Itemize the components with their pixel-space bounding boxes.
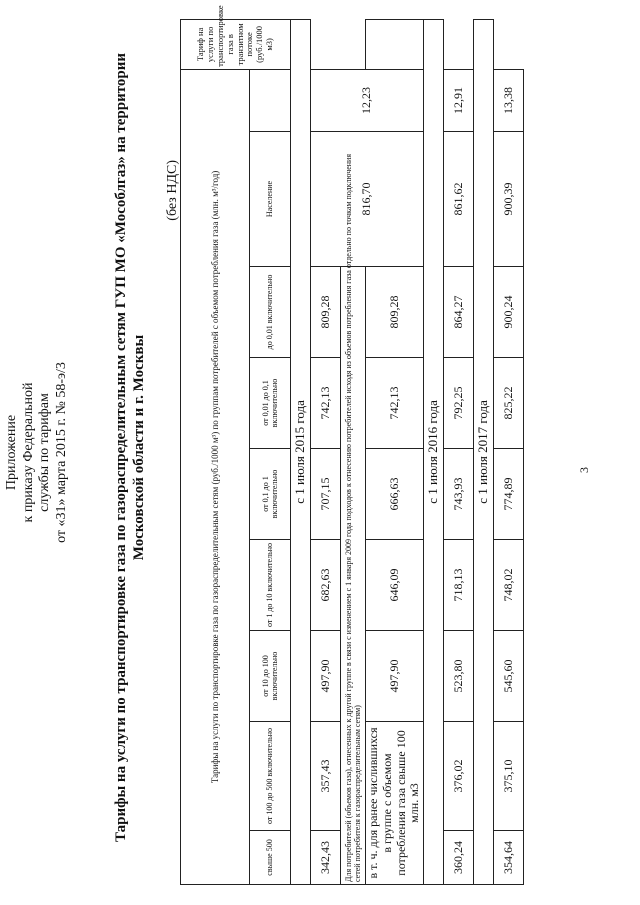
period-heading: с 1 июля 2017 года — [474, 19, 494, 884]
tariff-cell: 497,90 — [311, 631, 341, 722]
note-including: в т. ч. для ранее числившихся в группе с объемом потребления газа свыше 100 млн. м3 — [366, 722, 424, 885]
page-number: 3 — [577, 467, 591, 473]
header-group: свыше 500 — [250, 831, 291, 885]
tariff-cell: 809,28 — [311, 267, 341, 358]
header-group: от 0,1 до 1 включительно — [250, 449, 291, 540]
tariff-cell: 342,43 — [311, 831, 341, 885]
empty-cell — [366, 19, 424, 69]
tariff-cell: 742,13 — [311, 358, 341, 449]
tariff-cell: 360,24 — [444, 831, 474, 885]
header-main: Тарифы на услуги по транспортировке газа по газораспределительным сетям (руб./1000 м³) по группам потребителей с объемом потребления газа (млн. м³/год) — [181, 69, 250, 884]
header-transit: Тариф на услуги по транспортировке газа в транзитном потоке (руб./1000 м3) — [181, 19, 291, 69]
tariff-cell: 375,10 — [494, 722, 524, 831]
tariff-cell: 376,02 — [444, 722, 474, 831]
note-reclassified: Для потребителей (объемов газа), отнесенных к другой группе в связи с изменением с 1 января 2009 года подходов к отнесению потребителей исходя из объемов потребления газа отдельно по точкам подключения сетей потребителя к газораспределительным сетям) — [341, 132, 366, 885]
appendix-line: Приложение — [4, 414, 19, 491]
tariff-cell: 707,15 — [311, 449, 341, 540]
tariff-cell: 545,60 — [494, 631, 524, 722]
tariff-cell: 792,25 — [444, 358, 474, 449]
tariff-cell: 900,24 — [494, 267, 524, 358]
tariff-cell: 809,28 — [366, 267, 424, 358]
appendix-block — [4, 290, 70, 615]
tariff-cell: 748,02 — [494, 540, 524, 631]
header-group: Население — [250, 132, 291, 267]
tariff-cell: 682,63 — [311, 540, 341, 631]
tariff-cell: 861,62 — [444, 132, 474, 267]
tariff-cell: 523,80 — [444, 631, 474, 722]
tariff-cell: 742,13 — [366, 358, 424, 449]
tariff-cell: 666,63 — [366, 449, 424, 540]
tariff-table — [180, 5, 524, 885]
tariff-cell: 900,39 — [494, 132, 524, 267]
appendix-line: к приказу Федеральной — [20, 382, 36, 523]
appendix-line: службы по тарифам — [37, 393, 52, 512]
tariff-cell: 12,91 — [444, 69, 474, 131]
period-heading: с 1 июля 2016 года — [424, 19, 444, 884]
tariff-cell: 13,38 — [494, 69, 524, 131]
header-group: от 1 до 10 включительно — [250, 540, 291, 631]
tariff-cell: 864,27 — [444, 267, 474, 358]
tariff-cell: 357,43 — [311, 722, 341, 831]
header-group: от 10 до 100 включительно — [250, 631, 291, 722]
tariff-cell: 825,22 — [494, 358, 524, 449]
tariff-cell: 718,13 — [444, 540, 474, 631]
tariff-cell: 646,09 — [366, 540, 424, 631]
tariff-cell: 774,89 — [494, 449, 524, 540]
document-title: Тарифы на услуги по транспортировке газа по газораспределительным сетям ГУП МО «Мособлгаз» на территории Московской области и г. Москвы — [113, 52, 147, 843]
appendix-line: от «31» марта 2015 г. № 58-э/3 — [53, 362, 69, 543]
header-group: до 0,01 включительно — [250, 267, 291, 358]
header-group: от 0,01 до 0,1 включительно — [250, 358, 291, 449]
tariff-cell: 743,93 — [444, 449, 474, 540]
tariff-cell: 497,90 — [366, 631, 424, 722]
vat-note: (без НДС) — [165, 160, 180, 221]
period-heading: с 1 июля 2015 года — [291, 19, 311, 884]
header-group: от 100 до 500 включительно — [250, 722, 291, 831]
tariff-cell-transit: 12,23 — [311, 69, 424, 131]
tariff-cell-population: 816,70 — [311, 132, 424, 267]
tariff-cell: 354,64 — [494, 831, 524, 885]
